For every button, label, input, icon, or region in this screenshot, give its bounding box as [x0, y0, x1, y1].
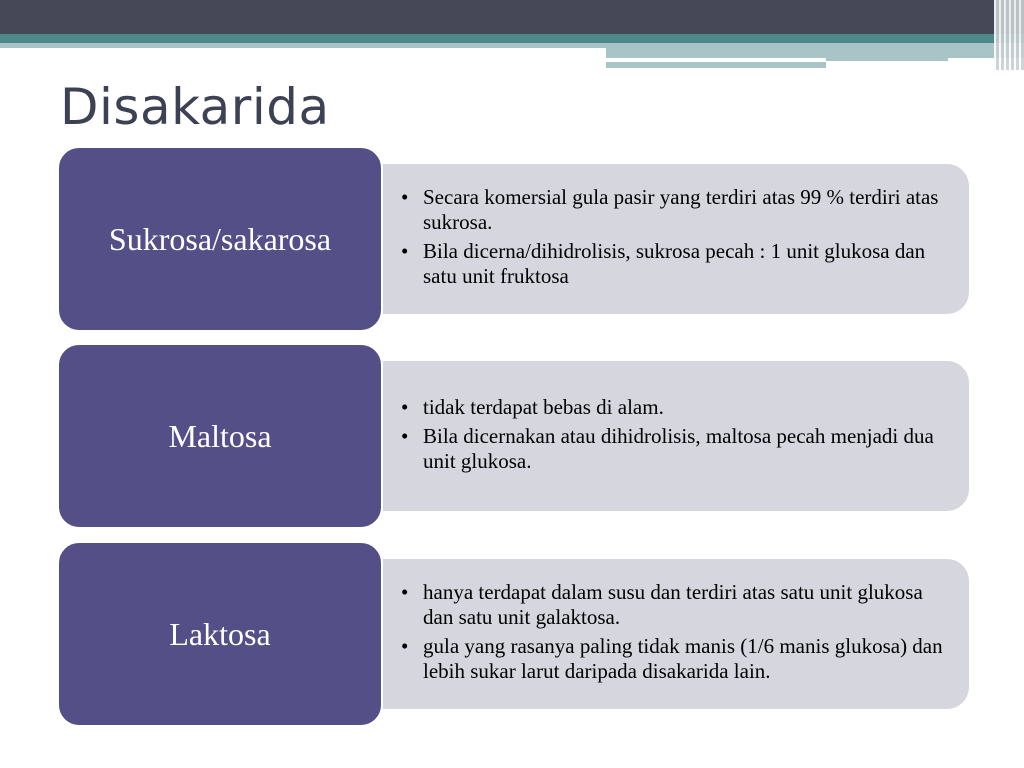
bullet-item: • Secara komersial gula pasir yang terdiri atas 99 % terdiri atas sukrosa. — [411, 185, 951, 235]
row-description-box — [357, 361, 969, 511]
bullet-item: • gula yang rasanya paling tidak manis (1/6 manis glukosa) dan lebih sukar larut daripada disakarida lain. — [411, 634, 951, 684]
row-label-box — [57, 541, 383, 727]
row-description-box — [357, 559, 969, 709]
accent-stripe-short — [606, 62, 826, 68]
disaccharide-row-maltosa — [57, 343, 969, 529]
bullet-list — [397, 580, 951, 688]
accent-stripe — [0, 34, 1024, 43]
row-label-box — [57, 146, 383, 332]
row-label: Maltosa — [168, 417, 272, 454]
bullet-item: • Bila dicerna/dihidrolisis, sukrosa pecah : 1 unit glukosa dan satu unit fruktosa — [411, 239, 951, 289]
top-header-bar — [0, 0, 1024, 34]
bullet-item: • Bila dicernakan atau dihidrolisis, maltosa pecah menjadi dua unit glukosa. — [411, 424, 951, 474]
bullet-item: • tidak terdapat bebas di alam. — [411, 395, 951, 420]
disaccharide-row-sukrosa — [57, 146, 969, 332]
row-label-box — [57, 343, 383, 529]
disaccharide-row-laktosa — [57, 541, 969, 727]
accent-stripe-right — [606, 48, 1024, 58]
decorative-stripes — [994, 0, 1024, 70]
row-label: Sukrosa/sakarosa — [108, 220, 332, 257]
accent-stripe-thin — [826, 58, 948, 61]
bullet-list — [397, 185, 951, 293]
bullet-item: • hanya terdapat dalam susu dan terdiri atas satu unit glukosa dan satu unit galaktosa. — [411, 580, 951, 630]
row-description-box — [357, 164, 969, 314]
row-label: Laktosa — [169, 615, 271, 652]
slide-title: Disakarida — [60, 78, 330, 136]
bullet-list — [397, 395, 951, 478]
